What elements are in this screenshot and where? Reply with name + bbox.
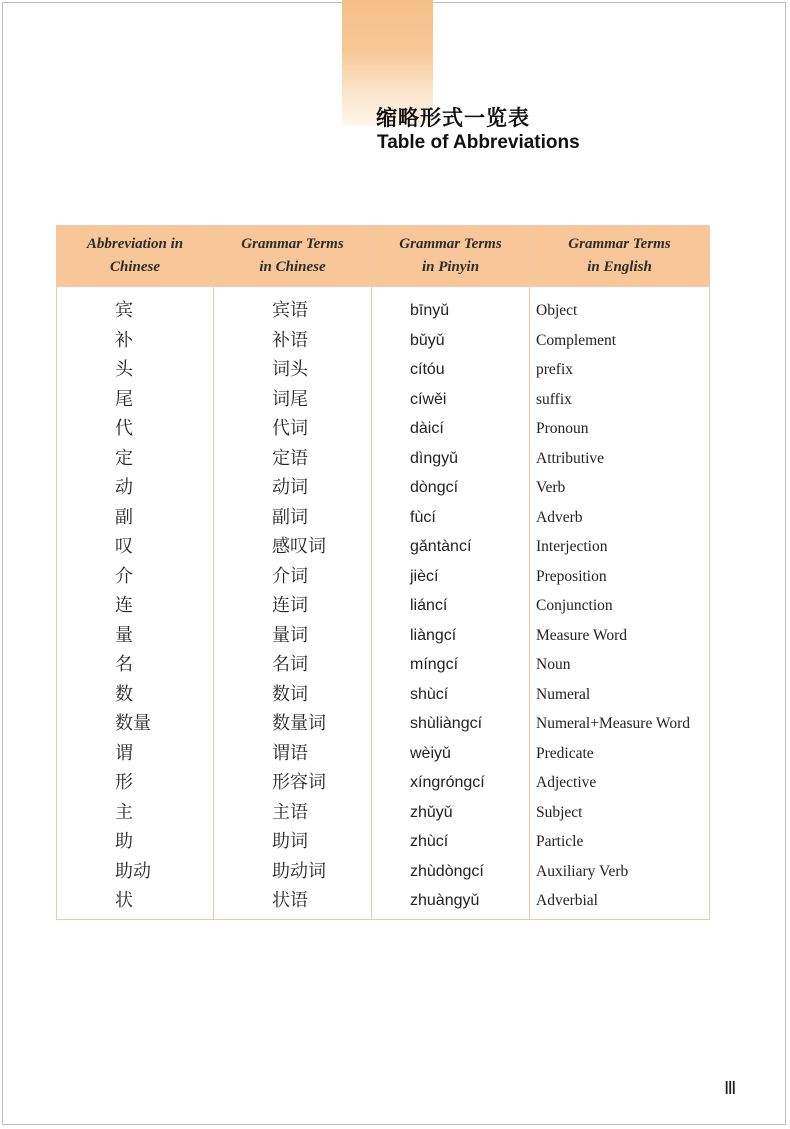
abbreviation-cell: 主 — [115, 801, 133, 823]
term-pinyin-list — [372, 287, 529, 916]
term-chinese-cell: 定语 — [272, 447, 308, 469]
term-pinyin-cell: dàicí — [410, 420, 444, 437]
term-chinese-cell: 量词 — [272, 624, 308, 646]
term-english-cell: Adjective — [536, 774, 597, 791]
term-english-column — [530, 287, 710, 920]
term-english-cell: Interjection — [536, 538, 608, 555]
abbreviation-cell: 助动 — [115, 860, 151, 882]
abbreviation-cell: 助 — [115, 831, 133, 852]
header-line: in English — [587, 259, 652, 275]
page-number: Ⅲ — [724, 1078, 737, 1098]
term-english-cell: Adverbial — [536, 892, 598, 909]
abbreviation-cell: 副 — [115, 506, 133, 528]
term-pinyin-cell: dòngcí — [410, 479, 459, 496]
table-header-row — [57, 226, 710, 287]
term-pinyin-cell: zhǔyǔ — [410, 803, 453, 821]
term-english-cell: Particle — [536, 833, 584, 850]
header-line: Grammar Terms — [399, 236, 502, 252]
term-pinyin-cell: zhuàngyǔ — [410, 892, 480, 909]
term-chinese-cell: 词头 — [272, 359, 308, 380]
abbreviation-cell: 定 — [115, 447, 133, 469]
page-title-chinese: 缩略形式一览表 — [376, 106, 530, 130]
term-pinyin-cell: fùcí — [410, 508, 436, 526]
term-english-cell: Numeral — [536, 685, 591, 703]
term-chinese-column — [214, 287, 372, 920]
abbreviation-column — [57, 287, 214, 920]
term-pinyin-cell: jiècí — [410, 567, 439, 585]
term-chinese-cell: 补语 — [272, 329, 308, 351]
term-chinese-cell: 宾语 — [272, 300, 308, 321]
term-english-cell: suffix — [536, 390, 572, 408]
term-chinese-cell: 连词 — [272, 595, 308, 616]
abbreviation-cell: 介 — [115, 565, 133, 587]
term-pinyin-cell: zhùdòngcí — [410, 862, 484, 880]
abbreviation-cell: 量 — [115, 624, 133, 646]
term-english-cell: Conjunction — [536, 597, 613, 614]
term-chinese-cell: 词尾 — [272, 388, 308, 410]
header-terms-pinyin — [372, 226, 530, 287]
term-english-cell: Preposition — [536, 567, 607, 585]
term-pinyin-cell: bīnyǔ — [410, 302, 450, 319]
term-pinyin-cell: shùliàngcí — [410, 715, 483, 732]
header-terms-english — [530, 226, 710, 287]
term-english-cell: Measure Word — [536, 626, 628, 644]
header-terms-chinese — [214, 226, 372, 287]
term-pinyin-cell: shùcí — [410, 685, 449, 703]
term-english-cell: Auxiliary Verb — [536, 862, 629, 880]
term-pinyin-cell: liáncí — [410, 597, 448, 614]
header-line: Grammar Terms — [241, 236, 344, 252]
term-pinyin-column — [372, 287, 530, 920]
term-english-cell: Adverb — [536, 508, 583, 526]
term-pinyin-cell: xíngróngcí — [410, 774, 485, 791]
abbreviation-cell: 动 — [115, 477, 133, 498]
term-chinese-cell: 名词 — [272, 654, 308, 675]
term-chinese-cell: 主语 — [272, 801, 308, 823]
term-pinyin-cell: bǔyǔ — [410, 331, 445, 349]
abbreviation-cell: 数量 — [115, 713, 151, 734]
header-line: in Pinyin — [421, 259, 480, 275]
term-chinese-cell: 形容词 — [272, 772, 326, 793]
abbreviation-list — [57, 287, 213, 916]
abbreviation-cell: 形 — [115, 772, 133, 793]
term-chinese-cell: 数量词 — [272, 713, 326, 734]
term-chinese-cell: 数词 — [272, 683, 308, 705]
term-chinese-cell: 代词 — [272, 418, 308, 439]
term-chinese-cell: 感叹词 — [272, 536, 326, 557]
term-chinese-cell: 动词 — [272, 477, 308, 498]
term-english-cell: Object — [536, 302, 578, 319]
abbreviation-cell: 数 — [115, 683, 133, 705]
term-english-cell: Pronoun — [536, 420, 589, 437]
abbreviation-cell: 尾 — [115, 388, 133, 410]
abbreviation-cell: 谓 — [115, 742, 133, 764]
term-pinyin-cell: liàngcí — [410, 626, 457, 644]
abbreviation-cell: 连 — [115, 595, 133, 616]
abbreviation-cell: 代 — [115, 418, 133, 439]
header-line: Chinese — [109, 259, 160, 275]
term-pinyin-cell: wèiyǔ — [410, 744, 451, 762]
term-english-cell: Verb — [536, 479, 566, 496]
term-chinese-cell: 助词 — [272, 831, 308, 852]
term-pinyin-cell: zhùcí — [410, 833, 449, 850]
term-pinyin-cell: cíwěi — [410, 390, 447, 408]
term-english-cell: Complement — [536, 331, 617, 349]
term-chinese-cell: 谓语 — [272, 742, 308, 764]
abbreviation-cell: 补 — [115, 329, 133, 351]
term-chinese-list — [214, 287, 371, 916]
term-english-cell: Numeral+Measure Word — [536, 715, 690, 732]
term-pinyin-cell: míngcí — [410, 656, 459, 673]
term-english-cell: Predicate — [536, 744, 594, 762]
abbreviations-table — [56, 225, 710, 920]
term-pinyin-cell: dìngyǔ — [410, 449, 459, 467]
term-english-cell: Subject — [536, 803, 583, 821]
term-chinese-cell: 状语 — [272, 890, 308, 911]
abbreviation-cell: 宾 — [115, 300, 133, 321]
term-pinyin-cell: cítóu — [410, 361, 445, 378]
term-chinese-cell: 副词 — [272, 506, 308, 528]
table-body-row — [57, 287, 710, 920]
header-line: Grammar Terms — [568, 236, 671, 252]
header-line: in Chinese — [259, 259, 326, 275]
abbreviation-cell: 名 — [115, 654, 133, 675]
term-english-list — [530, 287, 709, 916]
term-chinese-cell: 介词 — [272, 565, 308, 587]
term-english-cell: prefix — [536, 361, 574, 378]
header-line: Abbreviation in — [86, 236, 184, 252]
abbreviation-cell: 状 — [115, 890, 133, 911]
abbreviation-cell: 头 — [115, 359, 133, 380]
abbreviation-cell: 叹 — [115, 536, 133, 557]
header-abbreviation-chinese — [57, 226, 214, 287]
page-title-english: Table of Abbreviations — [377, 132, 580, 153]
term-english-cell: Noun — [536, 656, 571, 673]
term-pinyin-cell: gǎntàncí — [410, 538, 472, 555]
term-english-cell: Attributive — [536, 449, 605, 467]
term-chinese-cell: 助动词 — [272, 860, 326, 882]
